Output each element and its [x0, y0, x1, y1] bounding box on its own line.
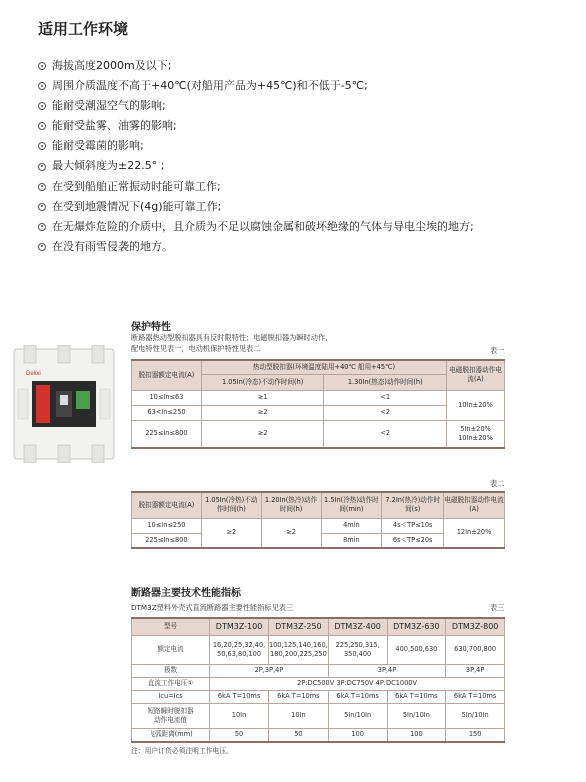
t3-header-model-name: DTM3Z-100 [210, 618, 269, 635]
table-row [132, 420, 505, 448]
table1-label: 表一 [490, 346, 505, 355]
env-item [38, 56, 474, 76]
t3-cell: 3P,4P [328, 664, 446, 677]
t2-header-105: 1.05In(冷热)不动作时间(h) [201, 492, 261, 518]
protection-title: 保护特性 [131, 322, 171, 333]
protection-table-1 [131, 359, 505, 449]
brand-logo-text: Delixi [26, 371, 41, 377]
t3-cell-line: 350,400 [343, 649, 372, 658]
env-item [38, 237, 474, 257]
t3-cell: 6kA T=10ms [328, 690, 387, 703]
env-item-text: 最大倾斜度为±22.5° ; [52, 159, 165, 173]
t3-cell: 50 [269, 728, 329, 742]
specs-footnote: 注：用户订货必须注明工作电压。 [131, 747, 233, 755]
t2-cell: ≥2 [261, 518, 321, 548]
bullet-icon [38, 142, 46, 150]
t3-cell: 10In [210, 703, 269, 728]
t3-cell: 5In/10In [387, 703, 446, 728]
env-item [38, 217, 474, 237]
t3-row-label: 飞弧距离(mm) [132, 728, 210, 742]
env-item-text: 在没有雨雪侵袭的地方。 [52, 239, 173, 253]
t1-mag-line: 10In±20% [458, 433, 493, 442]
t1-cell: <1 [324, 390, 447, 405]
t3-cell [269, 635, 329, 664]
protection-note-2: 配电特性见表一，电动机保护特性见表二 [131, 344, 261, 353]
env-item-text: 能耐受盐雾、油雾的影响; [52, 119, 177, 133]
env-item [38, 96, 474, 116]
t2-cell: 4min [321, 518, 382, 533]
table2-label: 表二 [490, 479, 505, 488]
t3-row-label [132, 703, 210, 728]
t3-row-label-line: 短路瞬时脱扣器 [147, 706, 194, 715]
env-item [38, 116, 474, 136]
protection-note-1: 断路器热动型脱扣器具有反时限特性；电磁脱扣器为瞬时动作， [131, 333, 333, 342]
table3-label: 表三 [490, 603, 505, 612]
t3-cell: 10In [269, 703, 329, 728]
t2-cell: 8min [321, 533, 382, 548]
t2-header-72: 7.2In(热冷)动作时间(s) [382, 492, 444, 518]
circuit-breaker-image [10, 345, 118, 463]
bullet-icon [38, 243, 46, 251]
t3-cell: 400,500,630 [387, 635, 446, 664]
t2-header-rating: 脱扣器额定电流(A) [132, 492, 202, 518]
t3-header-model-name: DTM3Z-800 [446, 618, 505, 635]
t2-cell: 4s＜TP≤10s [382, 518, 444, 533]
t1-cell: <2 [324, 420, 447, 448]
table-row [132, 690, 505, 703]
bullet-icon [38, 62, 46, 70]
t3-row-label: Icu=Ics [132, 690, 210, 703]
bullet-icon [38, 122, 46, 130]
table-row [132, 635, 505, 664]
bullet-icon [38, 163, 46, 171]
env-item [38, 197, 474, 217]
env-title: 适用工作环境 [38, 20, 129, 38]
t1-cell: ≥1 [201, 390, 324, 405]
env-item-text: 海拔高度2000m及以下; [52, 59, 172, 72]
t2-cell: 225≤In≤800 [132, 533, 202, 548]
env-item-text: 在受到地震情况下(4g)能可靠工作; [52, 199, 222, 213]
t1-cell: ≥2 [201, 405, 324, 420]
t3-row-label: 极数 [132, 664, 210, 677]
t1-header-thermal: 热动型脱扣器(环境温度陆用+40℃ 船用+45℃) [201, 360, 446, 374]
env-item-text: 在受到船舶正常振动时能可靠工作; [52, 179, 221, 193]
t2-cell: ≥2 [201, 518, 261, 548]
t3-cell: 6kA T=10ms [387, 690, 446, 703]
env-list [38, 56, 474, 257]
t3-cell: 2P,3P,4P [210, 664, 329, 677]
t2-cell: 6s＜TP≤20s [382, 533, 444, 548]
bullet-icon [38, 102, 46, 110]
t3-cell [210, 635, 269, 664]
t3-header-model-name: DTM3Z-250 [269, 618, 329, 635]
bullet-icon [38, 183, 46, 191]
env-item-text: 周围介质温度不高于+40℃(对船用产品为+45℃)和不低于-5℃; [52, 79, 368, 93]
t3-cell: 3P,4P [446, 664, 505, 677]
t1-header-rating: 脱扣器额定电流(A) [132, 360, 202, 390]
t3-row-label: 直流工作电压① [132, 677, 210, 690]
t1-cell: 10In±20% [447, 390, 505, 420]
specs-subtitle: DTM3Z塑料外壳式直流断路器主要性能指标见表三 [131, 603, 294, 612]
t3-cell: 6kA T=10ms [210, 690, 269, 703]
t3-cell-line: 225,250,315, [335, 640, 380, 649]
t1-cell: 10≤In≤63 [132, 390, 202, 405]
t3-cell: 2P:DC500V 3P:DC750V 4P:DC1000V [210, 677, 505, 690]
t3-row-label-line: 动作电流值 [154, 715, 188, 724]
t2-header-120: 1.20In(热冷)动作时间(h) [261, 492, 321, 518]
t3-cell: 6kA T=10ms [269, 690, 329, 703]
t3-cell: 50 [210, 728, 269, 742]
t3-cell: 630,700,800 [446, 635, 505, 664]
t2-header-15: 1.5In(冷热)动作时间(min) [321, 492, 382, 518]
bullet-icon [38, 203, 46, 211]
env-item-text: 能耐受潮湿空气的影响; [52, 99, 166, 113]
t3-cell-line: 16,20,25,32,40, [212, 640, 266, 649]
specs-title: 断路器主要技术性能指标 [131, 588, 241, 599]
env-item-text: 能耐受霉菌的影响; [52, 139, 144, 153]
t3-cell: 150 [446, 728, 505, 742]
t1-cell: 63<In≤250 [132, 405, 202, 420]
specs-table [131, 617, 505, 743]
t3-cell [328, 635, 387, 664]
t2-header-mag: 电磁脱扣器动作电流(A) [444, 492, 505, 518]
table-row [132, 664, 505, 677]
t3-cell-line: 180,200,225,250 [270, 649, 327, 658]
t1-mag-line: 5In±20% [460, 424, 491, 433]
t2-cell: 12In±20% [444, 518, 505, 548]
env-item [38, 156, 474, 176]
t3-cell-line: 100,125,140,160, [269, 640, 328, 649]
t3-cell: 6kA T=10ms [446, 690, 505, 703]
table-row [132, 703, 505, 728]
env-item [38, 76, 474, 96]
t3-cell: 5In/10In [446, 703, 505, 728]
table-row [132, 390, 505, 405]
t2-cell: 10≤In≤250 [132, 518, 202, 533]
t3-cell: 100 [328, 728, 387, 742]
t1-header-cold: 1.05In(冷态)不动作时间(h) [201, 374, 324, 390]
t3-cell: 100 [387, 728, 446, 742]
bullet-icon [38, 82, 46, 90]
table-row [132, 518, 505, 533]
t1-cell [447, 420, 505, 448]
t3-header-model-name: DTM3Z-400 [328, 618, 387, 635]
t1-cell: ≥2 [201, 420, 324, 448]
table-row [132, 728, 505, 742]
t3-cell: 5In/10In [328, 703, 387, 728]
env-item [38, 136, 474, 156]
env-item-text: 在无爆炸危险的介质中，且介质为不足以腐蚀金属和破坏绝缘的气体与导电尘埃的地方; [52, 219, 474, 233]
t3-cell-line: 50,63,80,100 [217, 649, 262, 658]
t1-header-mag: 电磁脱扣器动作电流(A) [447, 360, 505, 390]
t3-row-label: 额定电流 [132, 635, 210, 664]
table-row [132, 677, 505, 690]
bullet-icon [38, 223, 46, 231]
t1-header-hot: 1.30In(热态)动作时间(h) [324, 374, 447, 390]
protection-table-2 [131, 491, 505, 549]
t1-cell: 225≤In≤800 [132, 420, 202, 448]
t1-cell: <2 [324, 405, 447, 420]
t3-header-model: 型号 [132, 618, 210, 635]
t3-header-model-name: DTM3Z-630 [387, 618, 446, 635]
env-item [38, 177, 474, 197]
